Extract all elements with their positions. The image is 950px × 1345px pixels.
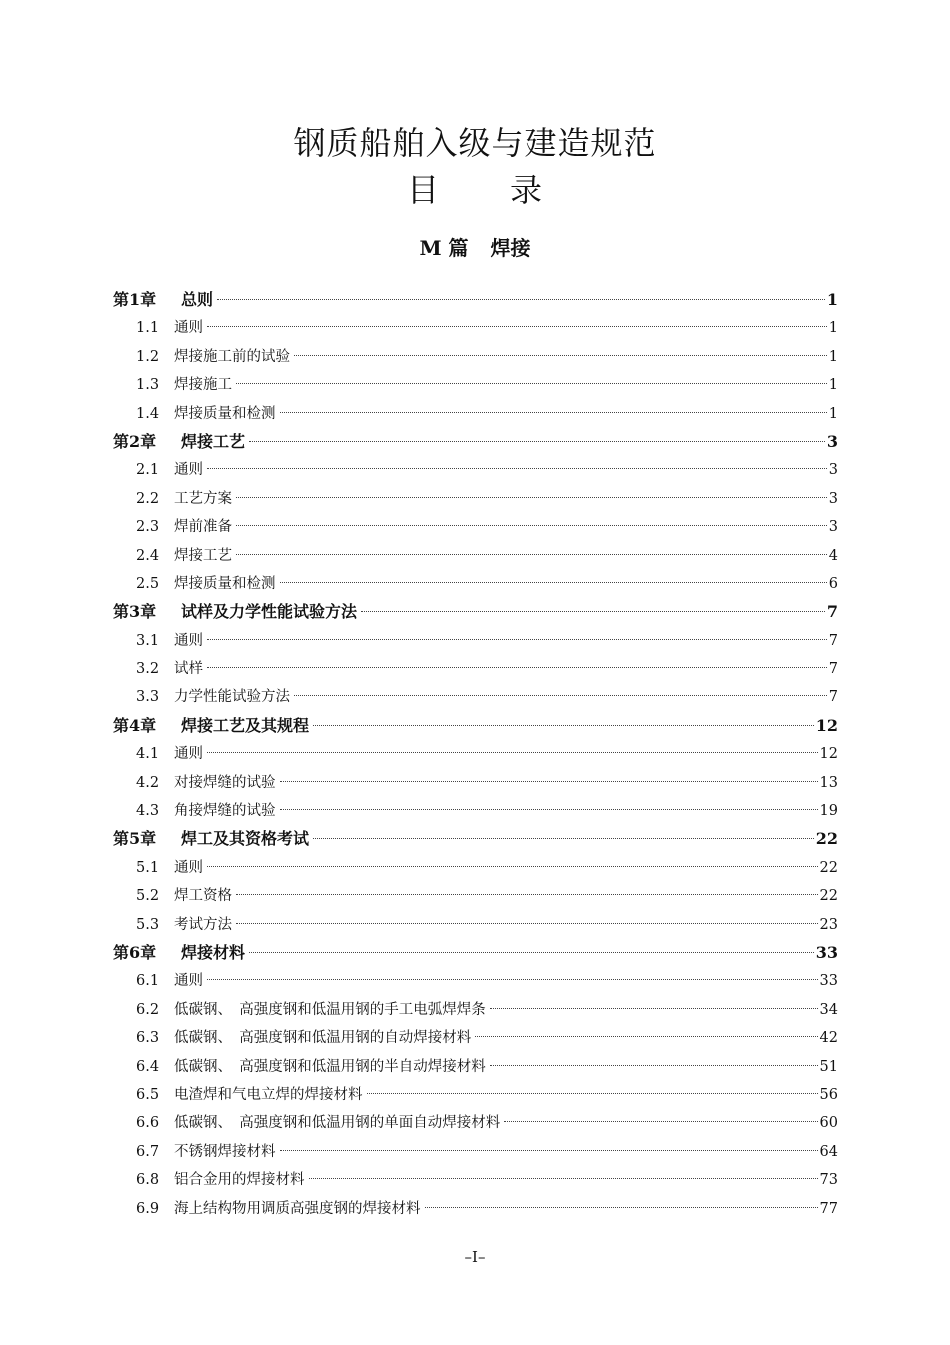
toc-entry-title: 不锈钢焊接材料	[174, 1143, 276, 1160]
toc-section-entry[interactable]	[113, 1053, 838, 1081]
toc-section-entry[interactable]	[113, 854, 838, 882]
toc-leader-dots	[313, 838, 814, 839]
toc-entry-title: 焊接质量和检测	[174, 405, 276, 422]
toc-entry-title: 焊接质量和检测	[174, 575, 276, 592]
toc-entry-number: 1.2	[136, 348, 160, 365]
contents-heading-right: 录	[510, 171, 544, 209]
toc-leader-dots	[490, 1008, 818, 1009]
toc-entry-page: 12	[819, 746, 838, 763]
toc-leader-dots	[207, 639, 827, 640]
toc-entry-number: 2.2	[136, 490, 160, 507]
contents-heading-left: 目	[406, 171, 440, 209]
toc-section-entry[interactable]	[113, 1024, 838, 1052]
toc-entry-page: 7	[828, 632, 838, 649]
toc-entry-page: 56	[819, 1086, 838, 1103]
toc-entry-page: 1	[828, 320, 838, 337]
toc-entry-number: 3.1	[136, 632, 160, 649]
toc-entry-page: 64	[819, 1143, 838, 1160]
toc-entry-title: 海上结构物用调质高强度钢的焊接材料	[174, 1200, 421, 1217]
toc-entry-number: 1.3	[136, 377, 160, 394]
toc-entry-title: 工艺方案	[174, 490, 232, 507]
toc-entry-title: 通则	[174, 462, 203, 479]
toc-entry-number: 6.7	[136, 1143, 160, 1160]
toc-entry-number: 4.1	[136, 746, 160, 763]
toc-section-entry[interactable]	[113, 456, 838, 484]
toc-entry-number: 5.3	[136, 916, 160, 933]
toc-entry-page: 3	[826, 431, 838, 451]
toc-leader-dots	[207, 326, 827, 327]
toc-section-entry[interactable]	[113, 911, 838, 939]
page-number-footer: –I–	[464, 1248, 486, 1266]
toc-leader-dots	[475, 1036, 817, 1037]
toc-leader-dots	[294, 355, 827, 356]
toc-entry-number: 6.4	[136, 1058, 160, 1075]
toc-entry-page: 22	[819, 888, 838, 905]
toc-leader-dots	[236, 525, 827, 526]
toc-chapter-entry[interactable]	[113, 286, 838, 314]
toc-entry-page: 77	[819, 1200, 838, 1217]
toc-entry-page: 34	[819, 1001, 838, 1018]
toc-entry-number: 6.3	[136, 1030, 160, 1047]
toc-section-entry[interactable]	[113, 1081, 838, 1109]
toc-entry-title: 焊接施工前的试验	[174, 348, 290, 365]
toc-entry-page: 51	[819, 1058, 838, 1075]
toc-entry-page: 1	[828, 348, 838, 365]
toc-section-entry[interactable]	[113, 542, 838, 570]
toc-section-entry[interactable]	[113, 371, 838, 399]
toc-entry-number: 6.5	[136, 1086, 160, 1103]
toc-entry-number: 2.4	[136, 547, 160, 564]
toc-section-entry[interactable]	[113, 655, 838, 683]
toc-section-entry[interactable]	[113, 570, 838, 598]
toc-entry-page: 3	[828, 490, 838, 507]
toc-section-entry[interactable]	[113, 769, 838, 797]
toc-section-entry[interactable]	[113, 343, 838, 371]
toc-leader-dots	[280, 582, 827, 583]
toc-entry-number: 1.1	[136, 320, 160, 337]
part-title: 焊接	[490, 236, 531, 260]
toc-leader-dots	[207, 866, 818, 867]
toc-entry-number: 4.3	[136, 803, 160, 820]
toc-entry-title: 焊工资格	[174, 888, 232, 905]
toc-entry-number: 6.9	[136, 1200, 160, 1217]
toc-section-entry[interactable]	[113, 797, 838, 825]
toc-entry-page: 7	[826, 602, 838, 622]
toc-entry-title: 试样	[174, 661, 203, 678]
toc-entry-title: 焊接工艺及其规程	[181, 715, 310, 735]
toc-section-entry[interactable]	[113, 967, 838, 995]
toc-chapter-entry[interactable]	[113, 825, 838, 853]
toc-section-entry[interactable]	[113, 627, 838, 655]
toc-entry-number: 6.8	[136, 1172, 160, 1189]
toc-section-entry[interactable]	[113, 314, 838, 342]
toc-entry-title: 焊接材料	[181, 942, 246, 962]
toc-entry-number: 3.2	[136, 661, 160, 678]
toc-entry-number: 5.2	[136, 888, 160, 905]
toc-leader-dots	[207, 979, 818, 980]
toc-entry-number: 3.3	[136, 689, 160, 706]
toc-section-entry[interactable]	[113, 1138, 838, 1166]
toc-entry-title: 通则	[174, 746, 203, 763]
toc-entry-title: 电渣焊和气电立焊的焊接材料	[174, 1086, 363, 1103]
toc-entry-page: 13	[819, 774, 838, 791]
toc-leader-dots	[217, 299, 825, 300]
toc-entry-page: 60	[819, 1115, 838, 1132]
toc-entry-title: 对接焊缝的试验	[174, 774, 276, 791]
toc-leader-dots	[294, 695, 827, 696]
toc-leader-dots	[504, 1121, 817, 1122]
contents-heading	[0, 165, 950, 211]
toc-entry-title: 总则	[181, 290, 214, 309]
toc-leader-dots	[280, 412, 827, 413]
toc-entry-number: 第2章	[113, 431, 157, 451]
part-label: M 篇	[419, 236, 469, 260]
toc-section-entry[interactable]	[113, 1195, 838, 1223]
toc-entry-title: 考试方法	[174, 916, 232, 933]
toc-entry-title: 低碳钢、 高强度钢和低温用钢的自动焊接材料	[174, 1030, 472, 1047]
toc-entry-title: 低碳钢、 高强度钢和低温用钢的手工电弧焊焊条	[174, 1001, 486, 1018]
toc-entry-number: 第5章	[113, 829, 157, 849]
toc-chapter-entry[interactable]	[113, 939, 838, 967]
toc-entry-title: 焊接工艺	[181, 431, 246, 451]
toc-entry-title: 通则	[174, 859, 203, 876]
toc-entry-page: 3	[828, 519, 838, 536]
toc-entry-page: 73	[819, 1172, 838, 1189]
toc-section-entry[interactable]	[113, 1166, 838, 1194]
toc-section-entry[interactable]	[113, 400, 838, 428]
toc-entry-title: 铝合金用的焊接材料	[174, 1172, 305, 1189]
toc-entry-title: 焊接施工	[174, 377, 232, 394]
toc-leader-dots	[249, 952, 814, 953]
toc-section-entry[interactable]	[113, 485, 838, 513]
toc-leader-dots	[425, 1207, 818, 1208]
toc-leader-dots	[207, 667, 827, 668]
toc-section-entry[interactable]	[113, 683, 838, 711]
toc-entry-title: 通则	[174, 632, 203, 649]
toc-section-entry[interactable]	[113, 1109, 838, 1137]
toc-entry-page: 1	[828, 405, 838, 422]
toc-leader-dots	[313, 725, 814, 726]
toc-leader-dots	[280, 809, 818, 810]
toc-entry-number: 6.2	[136, 1001, 160, 1018]
toc-leader-dots	[249, 441, 825, 442]
toc-leader-dots	[309, 1178, 818, 1179]
toc-section-entry[interactable]	[113, 513, 838, 541]
toc-entry-number: 第3章	[113, 602, 157, 622]
toc-entry-number: 第4章	[113, 715, 157, 735]
toc-entry-page: 33	[819, 973, 838, 990]
toc-leader-dots	[236, 923, 818, 924]
toc-chapter-entry[interactable]	[113, 598, 838, 626]
toc-entry-title: 试样及力学性能试验方法	[181, 602, 358, 622]
table-of-contents	[113, 286, 838, 1223]
toc-entry-page: 1	[826, 290, 838, 309]
toc-entry-number: 2.3	[136, 519, 160, 536]
toc-section-entry[interactable]	[113, 740, 838, 768]
toc-section-entry[interactable]	[113, 882, 838, 910]
toc-entry-page: 1	[828, 377, 838, 394]
toc-entry-number: 2.1	[136, 462, 160, 479]
toc-entry-title: 低碳钢、 高强度钢和低温用钢的单面自动焊接材料	[174, 1115, 501, 1132]
part-heading	[0, 232, 950, 261]
toc-entry-title: 焊工及其资格考试	[181, 829, 310, 849]
toc-entry-title: 力学性能试验方法	[174, 689, 290, 706]
toc-entry-number: 第6章	[113, 942, 157, 962]
toc-entry-page: 22	[815, 829, 838, 849]
toc-leader-dots	[236, 497, 827, 498]
toc-entry-page: 6	[828, 575, 838, 592]
toc-entry-number: 1.4	[136, 405, 160, 422]
toc-entry-page: 12	[815, 715, 838, 735]
toc-leader-dots	[280, 781, 818, 782]
toc-entry-title: 通则	[174, 973, 203, 990]
toc-entry-page: 33	[815, 942, 838, 962]
toc-entry-page: 7	[828, 689, 838, 706]
toc-entry-title: 通则	[174, 320, 203, 337]
toc-leader-dots	[236, 383, 827, 384]
toc-leader-dots	[236, 554, 827, 555]
toc-chapter-entry[interactable]	[113, 712, 838, 740]
toc-leader-dots	[207, 468, 827, 469]
toc-entry-number: 5.1	[136, 859, 160, 876]
toc-leader-dots	[367, 1093, 818, 1094]
toc-entry-title: 低碳钢、 高强度钢和低温用钢的半自动焊接材料	[174, 1058, 486, 1075]
toc-entry-page: 22	[819, 859, 838, 876]
toc-leader-dots	[207, 752, 818, 753]
toc-entry-number: 6.6	[136, 1115, 160, 1132]
toc-leader-dots	[361, 611, 825, 612]
toc-chapter-entry[interactable]	[113, 428, 838, 456]
toc-entry-number: 第1章	[113, 290, 157, 309]
document-title: 钢质船舶入级与建造规范	[293, 124, 657, 162]
toc-entry-page: 7	[828, 661, 838, 678]
toc-entry-page: 42	[819, 1030, 838, 1047]
toc-entry-number: 4.2	[136, 774, 160, 791]
toc-entry-title: 焊前准备	[174, 519, 232, 536]
toc-entry-title: 角接焊缝的试验	[174, 803, 276, 820]
toc-entry-page: 23	[819, 916, 838, 933]
toc-entry-title: 焊接工艺	[174, 547, 232, 564]
toc-leader-dots	[490, 1065, 818, 1066]
toc-entry-page: 3	[828, 462, 838, 479]
toc-entry-page: 19	[819, 803, 838, 820]
toc-section-entry[interactable]	[113, 996, 838, 1024]
toc-entry-number: 2.5	[136, 575, 160, 592]
toc-entry-page: 4	[828, 547, 838, 564]
toc-leader-dots	[280, 1150, 818, 1151]
toc-entry-number: 6.1	[136, 973, 160, 990]
toc-leader-dots	[236, 894, 818, 895]
